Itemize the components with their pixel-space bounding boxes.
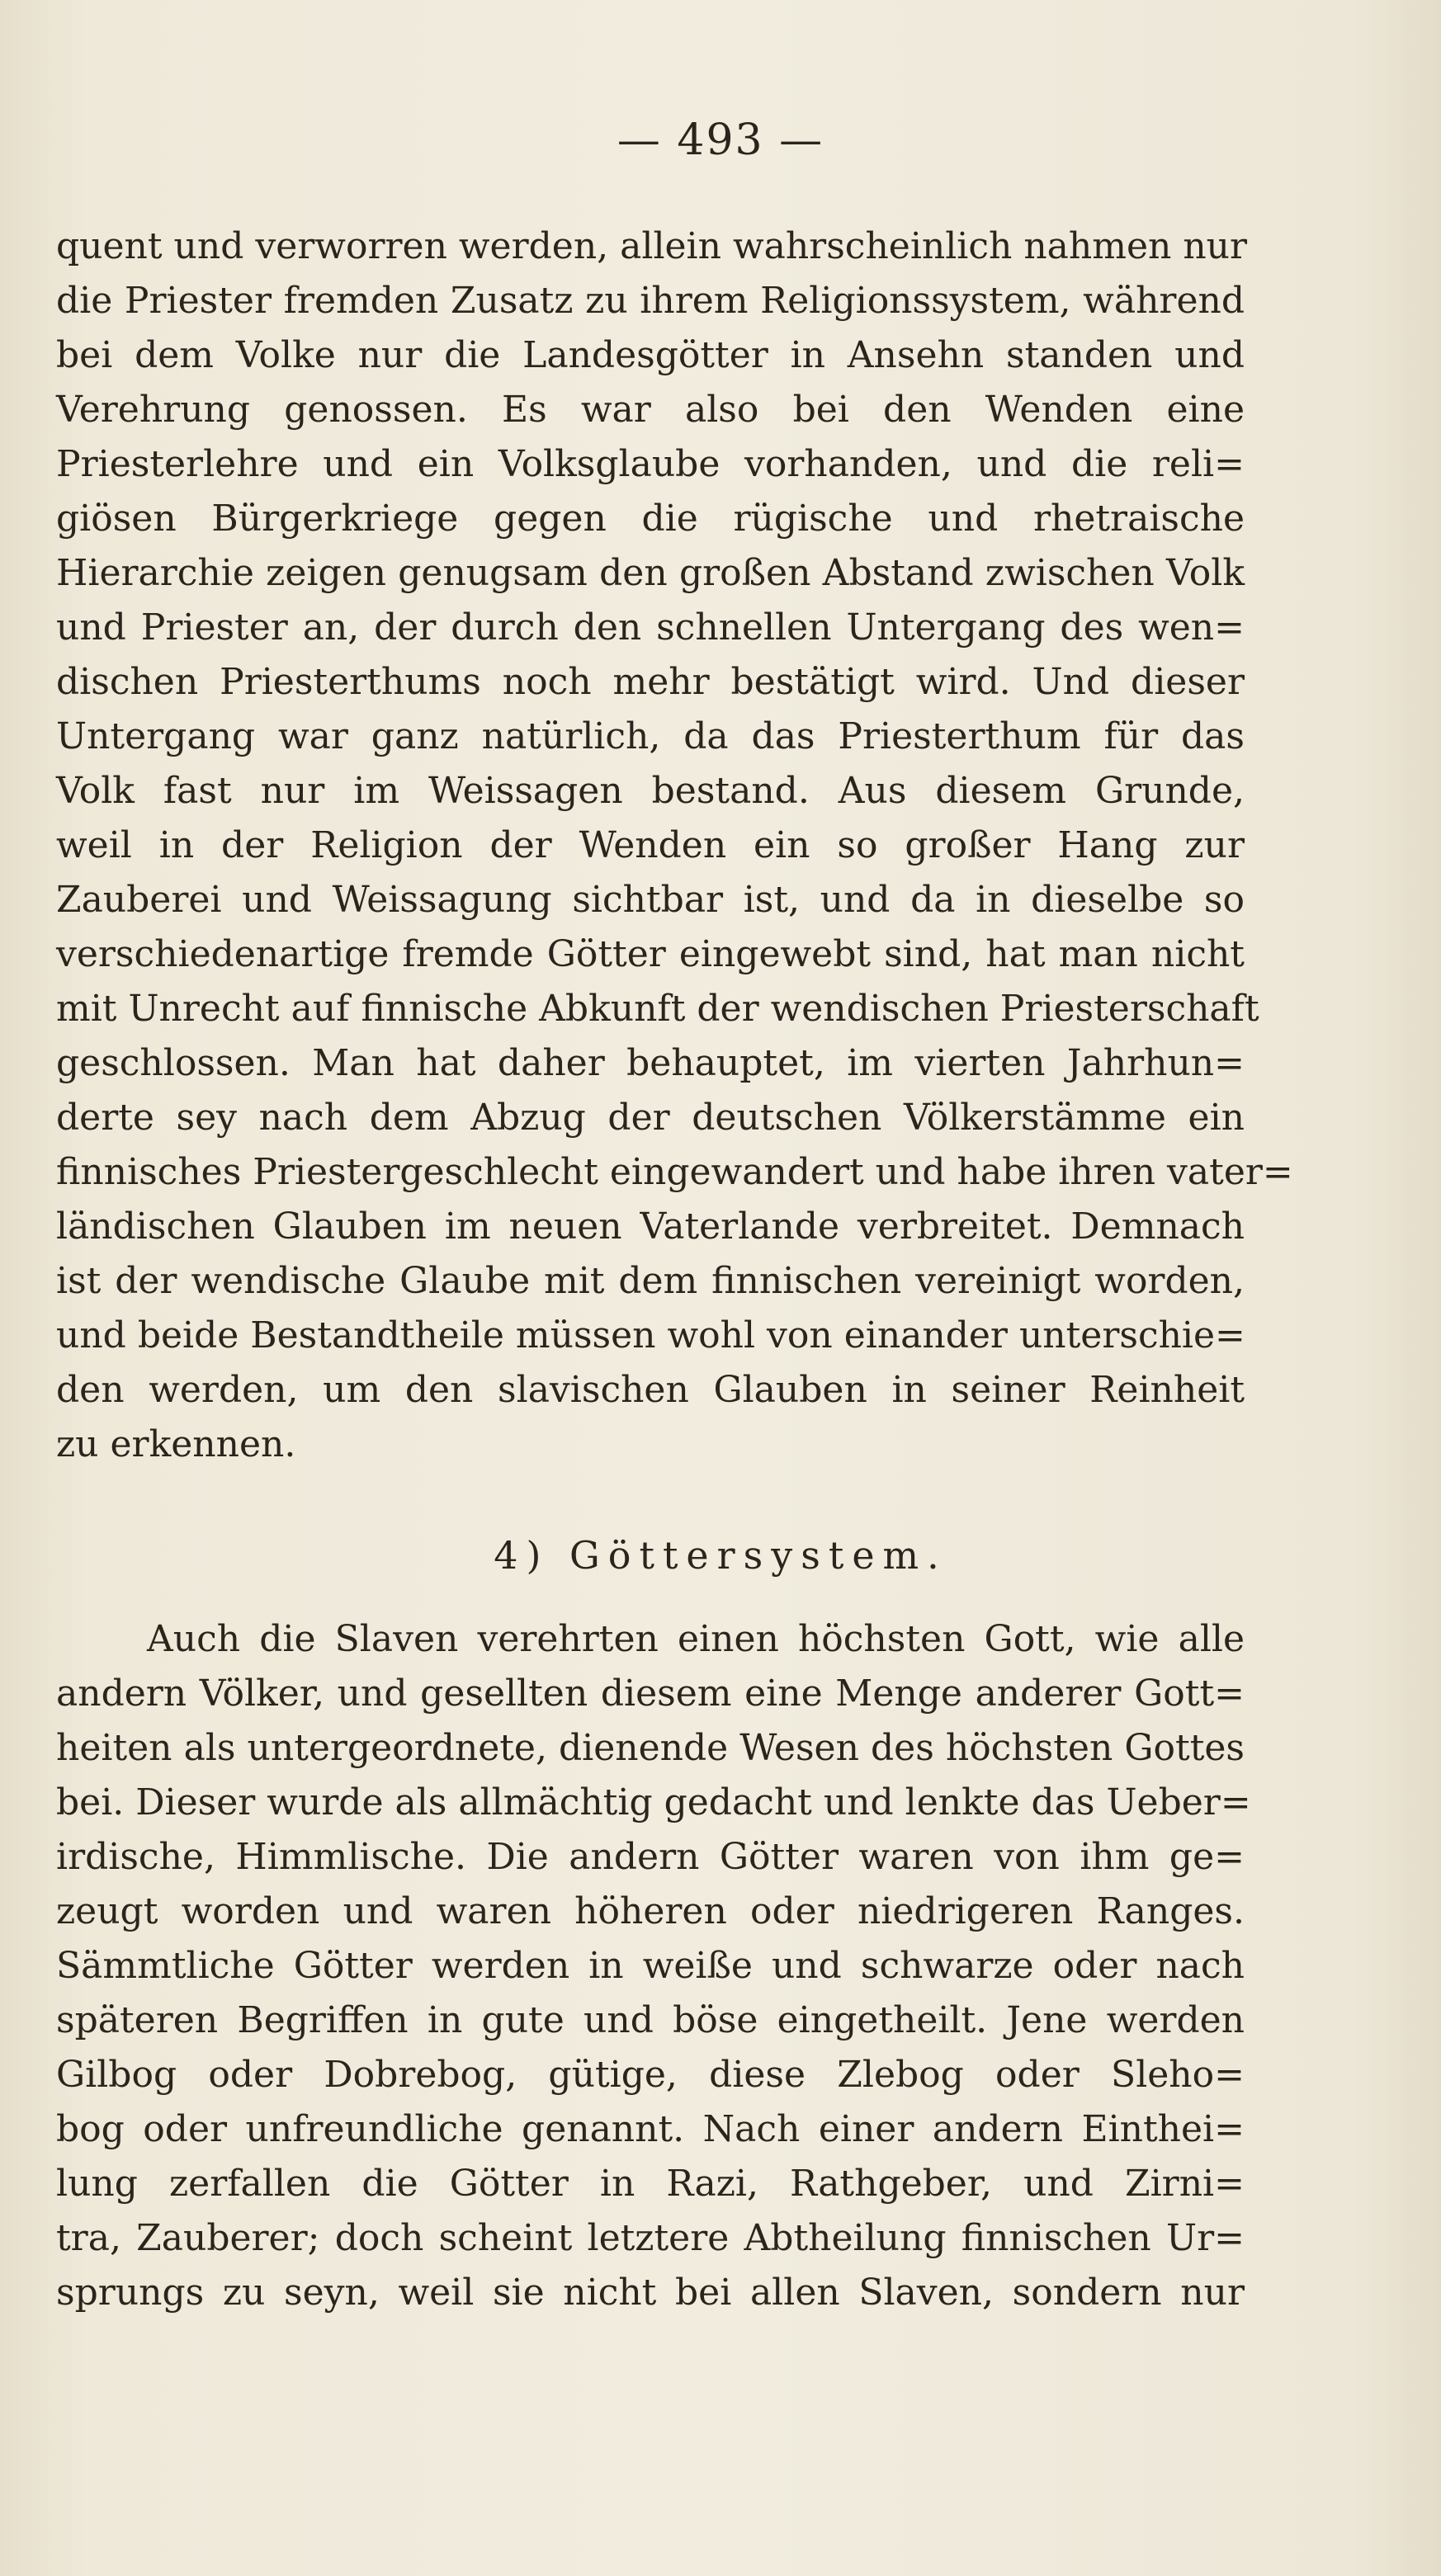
text-line: Sämmtliche Götter werden in weiße und schwarze oder nach <box>56 1945 1245 1987</box>
text-line: Volk fast nur im Weissagen bestand. Aus diesem Grunde, <box>56 770 1245 812</box>
text-line: bog oder unfreundliche genannt. Nach einer andern Einthei= <box>56 2108 1245 2150</box>
text-line: den werden, um den slavischen Glauben in seiner Reinheit <box>56 1369 1245 1411</box>
text-line: andern Völker, und gesellten diesem eine Menge anderer Gott= <box>56 1673 1245 1715</box>
text-line: Priesterlehre und ein Volksglaube vorhanden, und die reli= <box>56 443 1245 485</box>
text-line: heiten als untergeordnete, dienende Wesen des höchsten Gottes <box>56 1727 1245 1769</box>
text-line: geschlossen. Man hat daher behauptet, im vierten Jahrhun= <box>56 1042 1245 1084</box>
text-line: Zauberei und Weissagung sichtbar ist, und da in dieselbe so <box>56 879 1245 921</box>
text-line: finnisches Priestergeschlecht eingewandert und habe ihren vater= <box>56 1151 1293 1193</box>
text-line: verschiedenartige fremde Götter eingewebt sind, hat man nicht <box>56 933 1245 975</box>
text-line: zu erkennen. <box>56 1423 296 1465</box>
text-line: giösen Bürgerkriege gegen die rügische und rhetraische <box>56 498 1245 540</box>
text-line: tra, Zauberer; doch scheint letztere Abtheilung finnischen Ur= <box>56 2217 1245 2259</box>
text-line: weil in der Religion der Wenden ein so großer Hang zur <box>56 824 1245 866</box>
text-line: und Priester an, der durch den schnellen Untergang des wen= <box>56 606 1245 649</box>
text-line: bei. Dieser wurde als allmächtig gedacht und lenkte das Ueber= <box>56 1781 1251 1823</box>
text-line: Hierarchie zeigen genugsam den großen Abstand zwischen Volk <box>56 552 1245 594</box>
text-line: zeugt worden und waren höheren oder niedrigeren Ranges. <box>56 1890 1245 1932</box>
text-line: bei dem Volke nur die Landesgötter in Ansehn standen und <box>56 334 1245 376</box>
text-line: Verehrung genossen. Es war also bei den Wenden eine <box>56 389 1245 431</box>
paragraph-goettersystem <box>56 1612 1251 2320</box>
text-line: irdische, Himmlische. Die andern Götter waren von ihm ge= <box>56 1836 1245 1878</box>
text-line: dischen Priesterthums noch mehr bestätigt wird. Und dieser <box>56 661 1245 703</box>
text-line: ist der wendische Glaube mit dem finnischen vereinigt worden, <box>56 1260 1245 1302</box>
paragraph-religion <box>56 219 1293 1472</box>
text-line: derte sey nach dem Abzug der deutschen Völkerstämme ein <box>56 1097 1245 1139</box>
text-line: die Priester fremden Zusatz zu ihrem Religionssystem, während <box>56 280 1245 322</box>
text-line: lung zerfallen die Götter in Razi, Rathgeber, und Zirni= <box>56 2163 1245 2205</box>
section-heading: 4) Göttersystem. <box>494 1533 947 1578</box>
text-line: mit Unrecht auf finnische Abkunft der wendischen Priesterschaft <box>56 988 1259 1030</box>
text-line: späteren Begriffen in gute und böse eingetheilt. Jene werden <box>56 1999 1245 2041</box>
text-line: sprungs zu seyn, weil sie nicht bei allen Slaven, sondern nur <box>56 2272 1245 2314</box>
page-number: — 493 — <box>617 116 824 165</box>
text-line: quent und verworren werden, allein wahrscheinlich nahmen nur <box>56 225 1248 267</box>
text-line: ländischen Glauben im neuen Vaterlande verbreitet. Demnach <box>56 1205 1245 1248</box>
text-line: Gilbog oder Dobrebog, gütige, diese Zlebog oder Sleho= <box>56 2054 1245 2096</box>
text-line: und beide Bestandtheile müssen wohl von einander unterschie= <box>56 1314 1245 1356</box>
text-line: Auch die Slaven verehrten einen höchsten Gott, wie alle <box>147 1618 1245 1660</box>
text-line: Untergang war ganz natürlich, da das Priesterthum für das <box>56 715 1245 757</box>
